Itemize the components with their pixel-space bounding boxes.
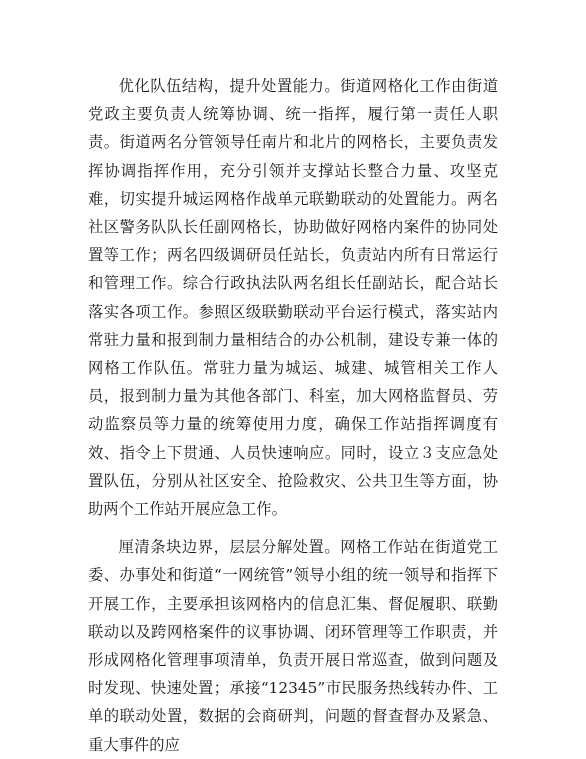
document-body: [88, 72, 498, 759]
paragraph-boundaries: 厘清条块边界，层层分解处置。网格工作站在街道党工委、办事处和街道“一网统管”领导小组的统一领导和指挥下开展工作，主要承担该网格内的信息汇集、督促履职、联勤联动以及跨网格案件的议事协调、闭环管理等工作职责，并形成网格化管理事项清单，负责开展日常巡查，做到问题及时发现、快速处置；承接“12345”市民服务热线转办件、工单的联动处置，数据的会商研判，问题的督查督办及紧急、重大事件的应: [88, 538, 498, 754]
paragraph-team-structure: 优化队伍结构，提升处置能力。街道网格化工作由街道党政主要负责人统筹协调、统一指挥，履行第一责任人职责。街道两名分管领导任南片和北片的网格长，主要负责发挥协调指挥作用，充分引领并支撑站长整合力量、攻坚克难，切实提升城运网格作战单元联勤联动的处置能力。两名社区警务队队长任副网格长，协助做好网格内案件的协同处置等工作；两名四级调研员任站长，负责站内所有日常运行和管理工作。综合行政执法队两名组长任副站长，配合站长落实各项工作。参照区级联勤联动平台运行模式，落实站内常驻力量和报到制力量相结合的办公机制，建设专兼一体的网格工作队伍。常驻力量为城运、城建、城管相关工作人员，报到制力量为其他各部门、科室，加大网格监督员、劳动监察员等力量的统筹使用力度，确保工作站指挥调度有效、指令上下贯通、人员快速响应。同时，设立３支应急处置队伍，分别从社区安全、抢险救灾、公共卫生等方面，协助两个工作站开展应急工作。: [88, 77, 498, 519]
